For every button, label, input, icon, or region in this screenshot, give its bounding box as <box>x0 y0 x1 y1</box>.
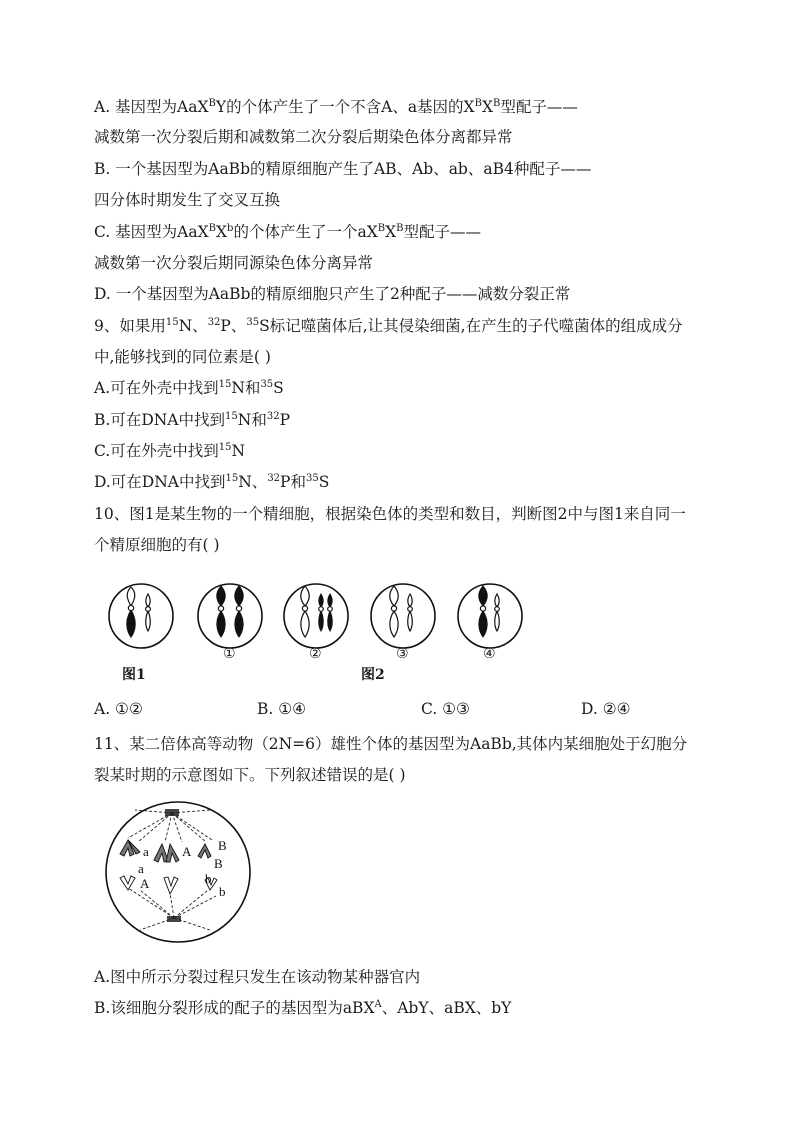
figure2-cell-4 <box>458 584 522 648</box>
gene-label-b-mid: b <box>205 871 212 886</box>
q11-stem-line2: 裂某时期的示意图如下。下列叙述错误的是( ) <box>94 766 406 784</box>
gene-label-B-mid: B <box>214 856 223 871</box>
q10-option-a: A. ①② <box>94 700 143 718</box>
q10-option-c: C. ①③ <box>421 700 470 718</box>
q9-option-d: D.可在DNA中找到$^{15}$N、$^{32}$P和$^{35}$S <box>94 473 330 491</box>
cell-label-4: ④ <box>483 646 496 662</box>
gene-label-A-bottom: A <box>140 876 150 891</box>
gene-label-A-top: A <box>182 844 192 859</box>
q10-option-d: D. ②④ <box>581 700 631 718</box>
figure2-cell-2 <box>284 584 348 648</box>
q10-stem-line2: 个精原细胞的有( ) <box>94 536 220 554</box>
gene-label-a-mid: a <box>138 861 144 876</box>
q9-stem-line2: 中,能够找到的同位素是( ) <box>94 348 271 366</box>
figure1-label: 图1 <box>122 667 146 683</box>
gene-label-B-top: B <box>218 838 227 853</box>
q9-option-c: C.可在外壳中找到$^{15}$N <box>94 442 246 460</box>
figure2-cell-1 <box>198 584 262 648</box>
q8-option-a-line1: A. 基因型为AaX$^B$Y的个体产生了一个不含A、a基因的$X^BX^B$型配子—— <box>94 98 578 116</box>
q9-stem-line1: 9、如果用$^{15}$N、$^{32}$P、$^{35}$S标记噬菌体后,让其侵染细菌,在产生的子代噬菌体的组成成分 <box>94 317 683 335</box>
q10-options <box>94 700 734 722</box>
q8-option-c-line2: 减数第一次分裂后期同源染色体分离异常 <box>94 254 374 272</box>
q8-option-a-line2: 减数第一次分裂后期和减数第二次分裂后期染色体分离都异常 <box>94 128 513 146</box>
q8-option-b-line1: B. 一个基因型为AaBb的精原细胞产生了AB、Ab、ab、aB4种配子—— <box>94 160 592 178</box>
cell-division-figure <box>100 798 260 950</box>
figure2-cell-3 <box>371 584 435 648</box>
chromosome-figure <box>100 573 540 688</box>
q9-option-a: A.可在外壳中找到$^{15}$N和$^{35}$S <box>94 379 284 397</box>
cell-label-1: ① <box>223 646 236 662</box>
cell-label-3: ③ <box>396 646 409 662</box>
figure2-label: 图2 <box>361 667 385 683</box>
q8-option-b-line2: 四分体时期发生了交叉互换 <box>94 191 281 209</box>
q10-option-b: B. ①④ <box>257 700 307 718</box>
q8-option-d: D. 一个基因型为AaBb的精原细胞只产生了2种配子——减数分裂正常 <box>94 285 571 303</box>
gene-label-b-bottom: b <box>219 884 226 899</box>
q8-option-c-line1: C. 基因型为$AaX^BX^b$的个体产生了一个$aX^BX^B$型配子—— <box>94 223 482 241</box>
gene-label-a-top: a <box>143 844 149 859</box>
cell-label-2: ② <box>309 646 322 662</box>
q10-stem-line1: 10、图1是某生物的一个精细胞，根据染色体的类型和数目，判断图2中与图1来自同一 <box>94 505 686 523</box>
q9-option-b: B.可在DNA中找到$^{15}$N和$^{32}$P <box>94 411 290 429</box>
q11-option-b: B.该细胞分裂形成的配子的基因型为aBX$^A$、AbY、aBX、bY <box>94 999 512 1017</box>
q11-option-a: A.图中所示分裂过程只发生在该动物某种器官内 <box>94 968 421 986</box>
q11-stem-line1: 11、某二倍体高等动物（2N=6）雄性个体的基因型为AaBb,其体内某细胞处于幻胞分 <box>94 735 688 753</box>
figure1-cell <box>109 584 173 648</box>
